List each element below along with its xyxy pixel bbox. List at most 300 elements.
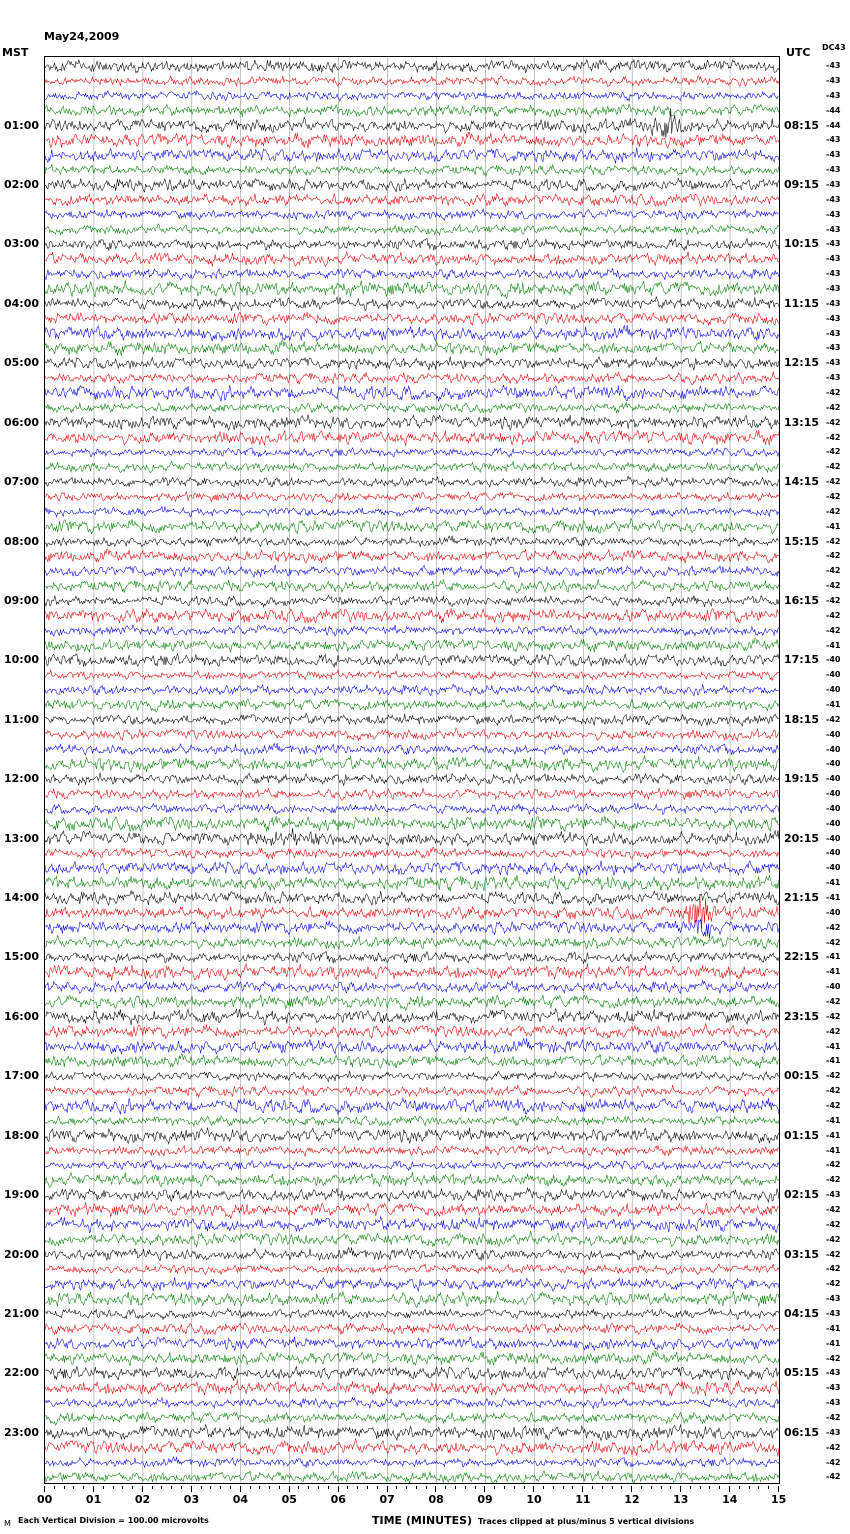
- x-minor-tick: [690, 1486, 691, 1489]
- x-minor-tick: [83, 1486, 84, 1489]
- x-minor-tick: [54, 1486, 55, 1489]
- trace-line: [45, 297, 779, 311]
- dc-value-label: -42: [826, 491, 841, 501]
- dc-value-label: -40: [826, 818, 841, 828]
- x-minor-tick: [347, 1486, 348, 1489]
- scale-note: Each Vertical Division = 100.00 microvolts: [18, 1516, 209, 1525]
- trace-line: [45, 1424, 779, 1441]
- dc-value-label: -40: [826, 774, 841, 784]
- right-time-label: 10:15: [784, 237, 820, 251]
- dc-value-label: -42: [826, 1160, 841, 1170]
- right-time-label: 23:15: [784, 1009, 820, 1023]
- trace-line: [45, 224, 779, 235]
- dc-value-label: -42: [826, 402, 841, 412]
- x-minor-tick: [612, 1486, 613, 1489]
- dc-value-label: -42: [826, 1219, 841, 1229]
- dc-value-label: -41: [826, 952, 841, 962]
- left-time-label: 01:00: [4, 118, 40, 132]
- dc-value-label: -43: [826, 1190, 841, 1200]
- x-tick-label: 05: [281, 1493, 297, 1506]
- dc-value-label: -43: [826, 209, 841, 219]
- trace-line: [45, 1071, 779, 1082]
- x-tick-label: 10: [526, 1493, 542, 1506]
- dc-value-label: -42: [826, 937, 841, 947]
- trace-line: [45, 875, 779, 891]
- right-time-label: 22:15: [784, 950, 820, 964]
- dc-value-label: -41: [826, 1056, 841, 1066]
- trace-line: [45, 1116, 779, 1126]
- left-time-label: 12:00: [4, 772, 40, 786]
- dc-value-label: -41: [826, 878, 841, 888]
- right-time-label: 20:15: [784, 831, 820, 845]
- x-tick-mark: [387, 1486, 388, 1492]
- right-time-label: 01:15: [784, 1128, 820, 1142]
- x-minor-tick: [661, 1486, 662, 1489]
- x-tick-mark: [289, 1486, 290, 1492]
- dc-value-label: -42: [826, 1234, 841, 1244]
- x-minor-tick: [113, 1486, 114, 1489]
- trace-line: [45, 1366, 779, 1380]
- right-time-label: 16:15: [784, 593, 820, 607]
- right-time-label: 19:15: [784, 772, 820, 786]
- x-minor-tick: [201, 1486, 202, 1489]
- trace-line: [45, 132, 779, 148]
- trace-line: [45, 1309, 779, 1320]
- x-tick-mark: [435, 1486, 436, 1492]
- dc-value-label: -42: [826, 1011, 841, 1021]
- dc-value-label: -40: [826, 789, 841, 799]
- right-time-label: 13:15: [784, 415, 820, 429]
- dc-value-label: -42: [826, 1026, 841, 1036]
- dc-value-label: -43: [826, 150, 841, 160]
- left-time-label: 22:00: [4, 1366, 40, 1380]
- trace-line: [45, 714, 779, 727]
- trace-line: [45, 1188, 779, 1202]
- dc-value-label: -42: [826, 1204, 841, 1214]
- trace-line: [45, 1085, 779, 1097]
- x-tick-mark: [338, 1486, 339, 1492]
- x-axis: [37, 1486, 787, 1506]
- left-time-label: 17:00: [4, 1069, 40, 1083]
- x-minor-tick: [602, 1486, 603, 1489]
- x-minor-tick: [670, 1486, 671, 1489]
- x-minor-tick: [416, 1486, 417, 1489]
- dc-value-label: -40: [826, 670, 841, 680]
- trace-line: [45, 608, 779, 623]
- x-tick-mark: [93, 1486, 94, 1492]
- trace-line: [45, 76, 779, 87]
- x-minor-tick: [494, 1486, 495, 1489]
- x-tick-label: 14: [722, 1493, 738, 1506]
- x-minor-tick: [269, 1486, 270, 1489]
- trace-line: [45, 280, 779, 299]
- right-time-label: 05:15: [784, 1366, 820, 1380]
- dc-value-label: -42: [826, 1175, 841, 1185]
- trace-line: [45, 239, 779, 251]
- trace-line: [45, 325, 779, 341]
- trace-line: [45, 164, 779, 176]
- dc-value-label: -42: [826, 625, 841, 635]
- x-tick-mark: [729, 1486, 730, 1492]
- x-minor-tick: [621, 1486, 622, 1489]
- x-minor-tick: [426, 1486, 427, 1489]
- dc-value-label: -41: [826, 1130, 841, 1140]
- trace-line: [45, 788, 779, 800]
- left-time-label: 21:00: [4, 1306, 40, 1320]
- x-tick-label: 02: [134, 1493, 151, 1506]
- trace-line: [45, 385, 779, 402]
- x-minor-tick: [103, 1486, 104, 1489]
- trace-line: [45, 699, 779, 712]
- x-tick-label: 00: [37, 1493, 53, 1506]
- trace-line: [45, 1009, 779, 1025]
- dc-value-label: -40: [826, 759, 841, 769]
- trace-line: [45, 670, 779, 681]
- dc-value-label: -42: [826, 551, 841, 561]
- right-time-label: 12:15: [784, 356, 820, 370]
- x-minor-tick: [709, 1486, 710, 1489]
- x-minor-tick: [475, 1486, 476, 1489]
- x-minor-tick: [73, 1486, 74, 1489]
- trace-line: [45, 579, 779, 593]
- right-time-label: 15:15: [784, 534, 820, 548]
- dc-value-label: -42: [826, 714, 841, 724]
- x-tick-mark: [680, 1486, 681, 1492]
- trace-line: [45, 341, 779, 356]
- trace-line: [45, 1098, 779, 1115]
- x-minor-tick: [122, 1486, 123, 1489]
- right-time-label: 18:15: [784, 712, 820, 726]
- dc-value-label: -42: [826, 536, 841, 546]
- x-minor-tick: [465, 1486, 466, 1489]
- trace-line: [45, 728, 779, 741]
- trace-line: [45, 251, 779, 266]
- trace-line: [45, 963, 779, 980]
- trace-line: [45, 1412, 779, 1425]
- trace-line: [45, 194, 779, 207]
- x-minor-tick: [152, 1486, 153, 1489]
- left-time-label: 13:00: [4, 831, 40, 845]
- trace-line: [45, 565, 779, 577]
- trace-line: [45, 1264, 779, 1275]
- dc-value-label: -43: [826, 165, 841, 175]
- trace-line: [45, 312, 779, 325]
- x-minor-tick: [768, 1486, 769, 1489]
- dc-value-label: -43: [826, 76, 841, 86]
- left-time-label: 23:00: [4, 1425, 40, 1439]
- dc-value-label: -42: [826, 477, 841, 487]
- trace-line: [45, 981, 779, 994]
- trace-line: [45, 1439, 779, 1457]
- trace-line: [45, 1054, 779, 1069]
- dc-value-label: -42: [826, 388, 841, 397]
- dc-value-label: -43: [826, 61, 841, 71]
- trace-line: [45, 1145, 779, 1156]
- dc-axis-label: DC43: [822, 43, 846, 52]
- trace-line: [45, 518, 779, 534]
- x-minor-tick: [514, 1486, 515, 1489]
- x-minor-tick: [181, 1486, 182, 1489]
- x-minor-tick: [220, 1486, 221, 1489]
- helicorder-plot: [44, 56, 780, 1484]
- x-minor-tick: [210, 1486, 211, 1489]
- dc-value-label: -43: [826, 1308, 841, 1318]
- x-minor-tick: [396, 1486, 397, 1489]
- dc-value-label: -43: [826, 224, 841, 234]
- x-minor-tick: [524, 1486, 525, 1489]
- x-minor-tick: [700, 1486, 701, 1489]
- trace-line: [45, 209, 779, 221]
- x-minor-tick: [749, 1486, 750, 1489]
- trace-line: [45, 935, 779, 949]
- trace-line: [45, 848, 779, 859]
- x-minor-tick: [641, 1486, 642, 1489]
- trace-line: [45, 743, 779, 755]
- dc-value-label: -41: [826, 893, 841, 903]
- trace-line: [45, 1161, 779, 1171]
- trace-line: [45, 448, 779, 457]
- left-time-label: 11:00: [4, 712, 40, 726]
- x-minor-tick: [739, 1486, 740, 1489]
- x-tick-label: 04: [232, 1493, 249, 1506]
- dc-value-label: -42: [826, 1086, 841, 1096]
- trace-line: [45, 178, 779, 192]
- dc-value-label: -43: [826, 284, 841, 294]
- x-minor-tick: [572, 1486, 573, 1489]
- x-minor-tick: [279, 1486, 280, 1489]
- dc-value-label: -40: [826, 685, 841, 695]
- trace-line: [45, 91, 779, 101]
- trace-line: [45, 684, 779, 696]
- dc-value-label: -42: [826, 581, 841, 591]
- dc-value-label: -42: [826, 922, 841, 932]
- trace-line: [45, 1277, 779, 1291]
- dc-value-label: -43: [826, 328, 841, 338]
- dc-value-label: -42: [826, 1442, 841, 1452]
- right-time-label: 06:15: [784, 1425, 820, 1439]
- trace-line: [45, 952, 779, 964]
- dc-value-label: -43: [826, 180, 841, 190]
- left-time-label: 07:00: [4, 475, 40, 489]
- trace-line: [45, 1351, 779, 1366]
- right-time-label: 08:15: [784, 118, 820, 132]
- x-minor-tick: [406, 1486, 407, 1489]
- dc-value-label: -42: [826, 610, 841, 620]
- trace-line: [45, 507, 779, 518]
- x-tick-mark: [484, 1486, 485, 1492]
- left-axis-label: MST: [2, 46, 29, 59]
- dc-value-label: -40: [826, 907, 841, 917]
- x-minor-tick: [377, 1486, 378, 1489]
- dc-value-label: -42: [826, 417, 841, 427]
- trace-line: [45, 372, 779, 385]
- x-tick-mark: [631, 1486, 632, 1492]
- trace-canvas: [45, 57, 779, 1483]
- dc-value-label: -40: [826, 803, 841, 813]
- trace-line: [45, 803, 779, 814]
- trace-line: [45, 1380, 779, 1396]
- dc-value-label: -43: [826, 373, 841, 383]
- left-time-label: 08:00: [4, 534, 40, 548]
- trace-line: [45, 654, 779, 667]
- trace-line: [45, 536, 779, 547]
- trace-line: [45, 1291, 779, 1308]
- x-tick-label: 01: [85, 1493, 102, 1506]
- trace-line: [45, 756, 779, 772]
- trace-line: [45, 1038, 779, 1054]
- dc-value-label: -41: [826, 1338, 841, 1348]
- dc-value-label: -42: [826, 595, 841, 605]
- microvolt-symbol: M: [4, 1519, 11, 1528]
- x-tick-label: 07: [379, 1493, 395, 1506]
- x-tick-mark: [240, 1486, 241, 1492]
- right-axis-label: UTC: [786, 46, 811, 59]
- x-minor-tick: [719, 1486, 720, 1489]
- x-minor-tick: [132, 1486, 133, 1489]
- trace-line: [45, 1231, 779, 1246]
- left-time-label: 19:00: [4, 1188, 40, 1202]
- x-minor-tick: [357, 1486, 358, 1489]
- dc-value-label: -40: [826, 848, 841, 858]
- dc-value-label: -42: [826, 997, 841, 1007]
- dc-value-label: -40: [826, 833, 841, 843]
- trace-line: [45, 108, 779, 138]
- dc-value-label: -41: [826, 1145, 841, 1155]
- x-minor-tick: [445, 1486, 446, 1489]
- x-minor-tick: [543, 1486, 544, 1489]
- x-minor-tick: [367, 1486, 368, 1489]
- dc-value-label: -41: [826, 640, 841, 650]
- x-tick-label: 11: [575, 1493, 591, 1506]
- dc-value-label: -43: [826, 254, 841, 264]
- left-time-label: 16:00: [4, 1009, 40, 1023]
- trace-line: [45, 828, 779, 846]
- x-minor-tick: [455, 1486, 456, 1489]
- trace-line: [45, 148, 779, 164]
- x-minor-tick: [161, 1486, 162, 1489]
- dc-value-label: -42: [826, 432, 841, 442]
- x-minor-tick: [328, 1486, 329, 1489]
- left-time-label: 05:00: [4, 356, 40, 370]
- right-time-label: 02:15: [784, 1188, 820, 1202]
- trace-line: [45, 549, 779, 563]
- trace-line: [45, 1217, 779, 1233]
- dc-value-label: -41: [826, 699, 841, 709]
- trace-line: [45, 994, 779, 1010]
- dc-value-label: -42: [826, 506, 841, 516]
- dc-value-label: -43: [826, 269, 841, 279]
- dc-value-label: -43: [826, 1383, 841, 1393]
- trace-line: [45, 1398, 779, 1409]
- dc-value-label: -40: [826, 655, 841, 665]
- trace-line: [45, 60, 779, 73]
- dc-value-label: -42: [826, 462, 841, 472]
- trace-line: [45, 403, 779, 413]
- dc-value-label: -43: [826, 298, 841, 308]
- dc-value-label: -42: [826, 1071, 841, 1081]
- dc-value-label: -40: [826, 744, 841, 754]
- trace-line: [45, 1457, 779, 1467]
- x-tick-mark: [778, 1486, 779, 1492]
- x-minor-tick: [230, 1486, 231, 1489]
- x-minor-tick: [259, 1486, 260, 1489]
- dc-value-label: -42: [826, 1101, 841, 1110]
- dc-value-label: -43: [826, 313, 841, 323]
- left-time-label: 03:00: [4, 237, 40, 251]
- right-time-label: 14:15: [784, 475, 820, 489]
- x-tick-mark: [582, 1486, 583, 1492]
- dc-value-label: -42: [826, 1249, 841, 1259]
- x-minor-tick: [553, 1486, 554, 1489]
- left-time-label: 04:00: [4, 296, 40, 310]
- dc-value-label: -43: [826, 1368, 841, 1378]
- dc-value-label: -42: [826, 1412, 841, 1422]
- x-tick-label: 15: [771, 1493, 787, 1506]
- dc-value-label: -43: [826, 239, 841, 249]
- left-time-label: 02:00: [4, 178, 40, 192]
- trace-line: [45, 415, 779, 431]
- dc-value-label: -42: [826, 447, 841, 457]
- dc-value-label: -42: [826, 1353, 841, 1363]
- x-minor-tick: [171, 1486, 172, 1489]
- dc-value-label: -43: [826, 1294, 841, 1304]
- right-time-label: 11:15: [784, 296, 820, 310]
- dc-value-label: -42: [826, 1457, 841, 1467]
- x-tick-label: 12: [624, 1493, 640, 1506]
- dc-value-label: -40: [826, 982, 841, 992]
- dc-value-label: -41: [826, 521, 841, 531]
- dc-value-label: -42: [826, 1279, 841, 1289]
- dc-value-label: -44: [826, 120, 841, 130]
- x-minor-tick: [318, 1486, 319, 1489]
- dc-value-label: -42: [826, 1264, 841, 1274]
- x-tick-label: 13: [673, 1493, 689, 1506]
- dc-value-label: -41: [826, 1041, 841, 1051]
- dc-value-label: -43: [826, 90, 841, 100]
- trace-line: [45, 1128, 779, 1144]
- trace-line: [45, 861, 779, 877]
- clip-note: Traces clipped at plus/minus 5 vertical divisions: [478, 1517, 695, 1526]
- dc-value-label: -42: [826, 1472, 841, 1482]
- trace-line: [45, 595, 779, 607]
- x-minor-tick: [298, 1486, 299, 1489]
- x-minor-tick: [563, 1486, 564, 1489]
- x-tick-mark: [142, 1486, 143, 1492]
- dc-value-label: -41: [826, 1323, 841, 1333]
- x-minor-tick: [592, 1486, 593, 1489]
- x-axis-title: TIME (MINUTES): [372, 1514, 473, 1527]
- right-time-label: 04:15: [784, 1306, 820, 1320]
- dc-value-label: -40: [826, 863, 841, 873]
- trace-line: [45, 1471, 779, 1483]
- right-time-label: 00:15: [784, 1069, 820, 1083]
- trace-line: [45, 1337, 779, 1351]
- trace-line: [45, 816, 779, 832]
- left-time-label: 20:00: [4, 1247, 40, 1261]
- trace-line: [45, 773, 779, 786]
- trace-line: [45, 268, 779, 280]
- left-time-label: 06:00: [4, 415, 40, 429]
- trace-line: [45, 430, 779, 446]
- trace-line: [45, 476, 779, 487]
- trace-line: [45, 639, 779, 653]
- x-minor-tick: [504, 1486, 505, 1489]
- right-time-label: 17:15: [784, 653, 820, 667]
- dc-value-label: -43: [826, 358, 841, 368]
- dc-value-label: -43: [826, 135, 841, 145]
- trace-line: [45, 356, 779, 370]
- x-tick-mark: [533, 1486, 534, 1492]
